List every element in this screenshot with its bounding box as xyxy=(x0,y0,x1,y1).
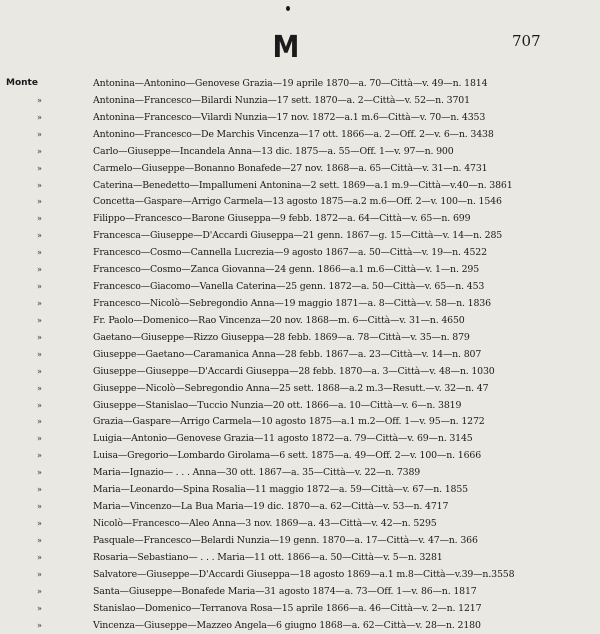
ditto-mark: » xyxy=(37,601,42,616)
register-entry xyxy=(0,161,600,178)
ditto-mark: » xyxy=(37,296,42,311)
entry-text: Carlo—Giuseppe—Incandela Anna—13 dic. 1875—a. 55—Off. 1—v. 97—n. 900 xyxy=(93,144,454,159)
register-entry xyxy=(0,584,600,601)
page-number: 707 xyxy=(512,32,541,50)
ditto-mark: » xyxy=(37,245,42,260)
entry-text: Nicolò—Francesco—Aleo Anna—3 nov. 1869—a. 43—Città—v. 42—n. 5295 xyxy=(93,516,437,531)
entry-text: Luisa—Gregorio—Lombardo Girolama—6 sett. 1875—a. 49—Off. 2—v. 100—n. 1666 xyxy=(93,448,481,463)
entry-text: Maria—Leonardo—Spina Rosalia—11 maggio 1872—a. 59—Città—v. 67—n. 1855 xyxy=(93,482,468,497)
ditto-mark: » xyxy=(37,144,42,159)
register-entry xyxy=(0,465,600,482)
entry-text: Filippo—Francesco—Barone Giuseppa—9 febb. 1872—a. 64—Città—v. 65—n. 699 xyxy=(93,211,470,226)
ditto-mark: » xyxy=(37,330,42,345)
ditto-mark: » xyxy=(37,516,42,531)
register-entry xyxy=(0,93,600,110)
ditto-mark: » xyxy=(37,194,42,209)
ditto-mark: » xyxy=(37,178,42,193)
entry-text: Rosaria—Sebastiano— . . . Maria—11 ott. 1866—a. 50—Città—v. 5—n. 3281 xyxy=(93,550,443,565)
register-entry xyxy=(0,211,600,228)
entry-text: Giuseppe—Nicolò—Sebregondio Anna—25 sett. 1868—a.2 m.3—Resutt.—v. 32—n. 47 xyxy=(93,381,488,396)
register-entry xyxy=(0,279,600,296)
entry-text: Grazia—Gaspare—Arrigo Carmela—10 agosto 1875—a.1 m.2—Off. 1—v. 95—n. 1272 xyxy=(93,414,485,429)
entry-text: Antonina—Antonino—Genovese Grazia—19 aprile 1870—a. 70—Città—v. 49—n. 1814 xyxy=(93,76,487,91)
ditto-mark: » xyxy=(37,584,42,599)
register-entry xyxy=(0,550,600,567)
ditto-mark: » xyxy=(37,211,42,226)
ditto-mark: » xyxy=(37,533,42,548)
entry-text: Carmelo—Giuseppe—Bonanno Bonafede—27 nov. 1868—a. 65—Città—v. 31—n. 4731 xyxy=(93,161,487,176)
register-entry xyxy=(0,414,600,431)
ditto-mark: » xyxy=(37,161,42,176)
entry-text: Francesco—Cosmo—Cannella Lucrezia—9 agosto 1867—a. 50—Città—v. 19—n. 4522 xyxy=(93,245,487,260)
register-entry xyxy=(0,381,600,398)
entry-text: Luigia—Antonio—Genovese Grazia—11 agosto 1872—a. 79—Città—v. 69—n. 3145 xyxy=(93,431,473,446)
entry-text: Francesca—Giuseppe—D'Accardi Giuseppa—21 genn. 1867—g. 15—Città—v. 14—n. 285 xyxy=(93,228,502,243)
entry-text: Francesco—Nicolò—Sebregondio Anna—19 maggio 1871—a. 8—Città—v. 58—n. 1836 xyxy=(93,296,491,311)
ditto-mark: » xyxy=(37,550,42,565)
entry-text: Giuseppe—Stanislao—Tuccio Nunzia—20 ott. 1866—a. 10—Città—v. 6—n. 3819 xyxy=(93,398,461,413)
entry-text: Gaetano—Giuseppe—Rizzo Giuseppa—28 febb. 1869—a. 78—Città—v. 35—n. 879 xyxy=(93,330,470,345)
register-entry xyxy=(0,127,600,144)
register-entry xyxy=(0,398,600,415)
ditto-mark: » xyxy=(37,313,42,328)
entry-text: Maria—Ignazio— . . . Anna—30 ott. 1867—a. 35—Città—v. 22—n. 7389 xyxy=(93,465,420,480)
entry-text: Antonina—Francesco—Bilardi Nunzia—17 sett. 1870—a. 2—Città—v. 52—n. 3701 xyxy=(93,93,470,108)
entry-text: Vincenza—Giuseppe—Mazzeo Angela—6 giugno 1868—a. 62—Città—v. 28—n. 2180 xyxy=(93,618,481,633)
ditto-mark: » xyxy=(37,381,42,396)
ditto-mark: » xyxy=(37,364,42,379)
register-entry xyxy=(0,448,600,465)
register-entry xyxy=(0,228,600,245)
entry-text: Antonina—Francesco—Vilardi Nunzia—17 nov. 1872—a.1 m.6—Città—v. 70—n. 4353 xyxy=(93,110,485,125)
ditto-mark: » xyxy=(37,279,42,294)
ditto-mark: » xyxy=(37,347,42,362)
register-entry xyxy=(0,110,600,127)
ditto-mark: » xyxy=(37,431,42,446)
section-letter: M xyxy=(272,30,298,65)
entry-text: Stanislao—Domenico—Terranova Rosa—15 aprile 1866—a. 46—Città—v. 2—n. 1217 xyxy=(93,601,481,616)
register-entry xyxy=(0,76,600,93)
register-entry xyxy=(0,313,600,330)
ditto-mark: » xyxy=(37,93,42,108)
entry-text: Salvatore—Giuseppe—D'Accardi Giuseppa—18 agosto 1869—a.1 m.8—Città—v.39—n.3558 xyxy=(93,567,514,582)
ditto-mark: » xyxy=(37,110,42,125)
register-entry xyxy=(0,567,600,584)
page-mark-dot xyxy=(286,6,290,11)
register-entry xyxy=(0,499,600,516)
ditto-mark: » xyxy=(37,228,42,243)
ditto-mark: » xyxy=(37,398,42,413)
entry-text: Maria—Vincenzo—La Bua Maria—19 dic. 1870—a. 62—Città—v. 53—n. 4717 xyxy=(93,499,448,514)
ditto-mark: » xyxy=(37,127,42,142)
register-entry xyxy=(0,533,600,550)
entry-text: Francesco—Giacomo—Vanella Caterina—25 genn. 1872—a. 50—Città—v. 65—n. 453 xyxy=(93,279,484,294)
entry-text: Giuseppe—Giuseppe—D'Accardi Giuseppa—28 febb. 1870—a. 3—Città—v. 48—n. 1030 xyxy=(93,364,495,379)
entry-text: Fr. Paolo—Domenico—Rao Vincenza—20 nov. 1868—m. 6—Città—v. 31—n. 4650 xyxy=(93,313,465,328)
ditto-mark: » xyxy=(37,499,42,514)
register-entry xyxy=(0,431,600,448)
register-entry xyxy=(0,178,600,195)
entry-text: Concetta—Gaspare—Arrigo Carmela—13 agosto 1875—a.2 m.6—Off. 2—v. 100—n. 1546 xyxy=(93,194,502,209)
entry-text: Giuseppe—Gaetano—Caramanica Anna—28 febb. 1867—a. 23—Città—v. 14—n. 807 xyxy=(93,347,481,362)
entry-text: Francesco—Cosmo—Zanca Giovanna—24 genn. 1866—a.1 m.6—Città—v. 1—n. 295 xyxy=(93,262,479,277)
entry-text: Antonino—Francesco—De Marchis Vincenza—17 ott. 1866—a. 2—Off. 2—v. 6—n. 3438 xyxy=(93,127,494,142)
register-entry xyxy=(0,245,600,262)
register-entry xyxy=(0,618,600,634)
surname-heading: Monte xyxy=(6,76,38,91)
register-entry xyxy=(0,330,600,347)
register-entry xyxy=(0,144,600,161)
register-entry xyxy=(0,482,600,499)
ditto-mark: » xyxy=(37,262,42,277)
ditto-mark: » xyxy=(37,448,42,463)
register-entry xyxy=(0,364,600,381)
ditto-mark: » xyxy=(37,567,42,582)
ditto-mark: » xyxy=(37,414,42,429)
register-entry xyxy=(0,516,600,533)
entry-text: Santa—Giuseppe—Bonafede Maria—31 agosto 1874—a. 73—Off. 1—v. 86—n. 1817 xyxy=(93,584,477,599)
entry-text: Pasquale—Francesco—Belardi Nunzia—19 genn. 1870—a. 17—Città—v. 47—n. 366 xyxy=(93,533,478,548)
entry-list xyxy=(0,76,600,634)
register-entry xyxy=(0,194,600,211)
register-entry xyxy=(0,262,600,279)
ditto-mark: » xyxy=(37,465,42,480)
register-entry xyxy=(0,296,600,313)
ditto-mark: » xyxy=(37,482,42,497)
entry-text: Caterina—Benedetto—Impallumeni Antonina—2 sett. 1869—a.1 m.9—Città—v.40—n. 3861 xyxy=(93,178,513,193)
register-entry xyxy=(0,601,600,618)
register-entry xyxy=(0,347,600,364)
ditto-mark: » xyxy=(37,618,42,633)
